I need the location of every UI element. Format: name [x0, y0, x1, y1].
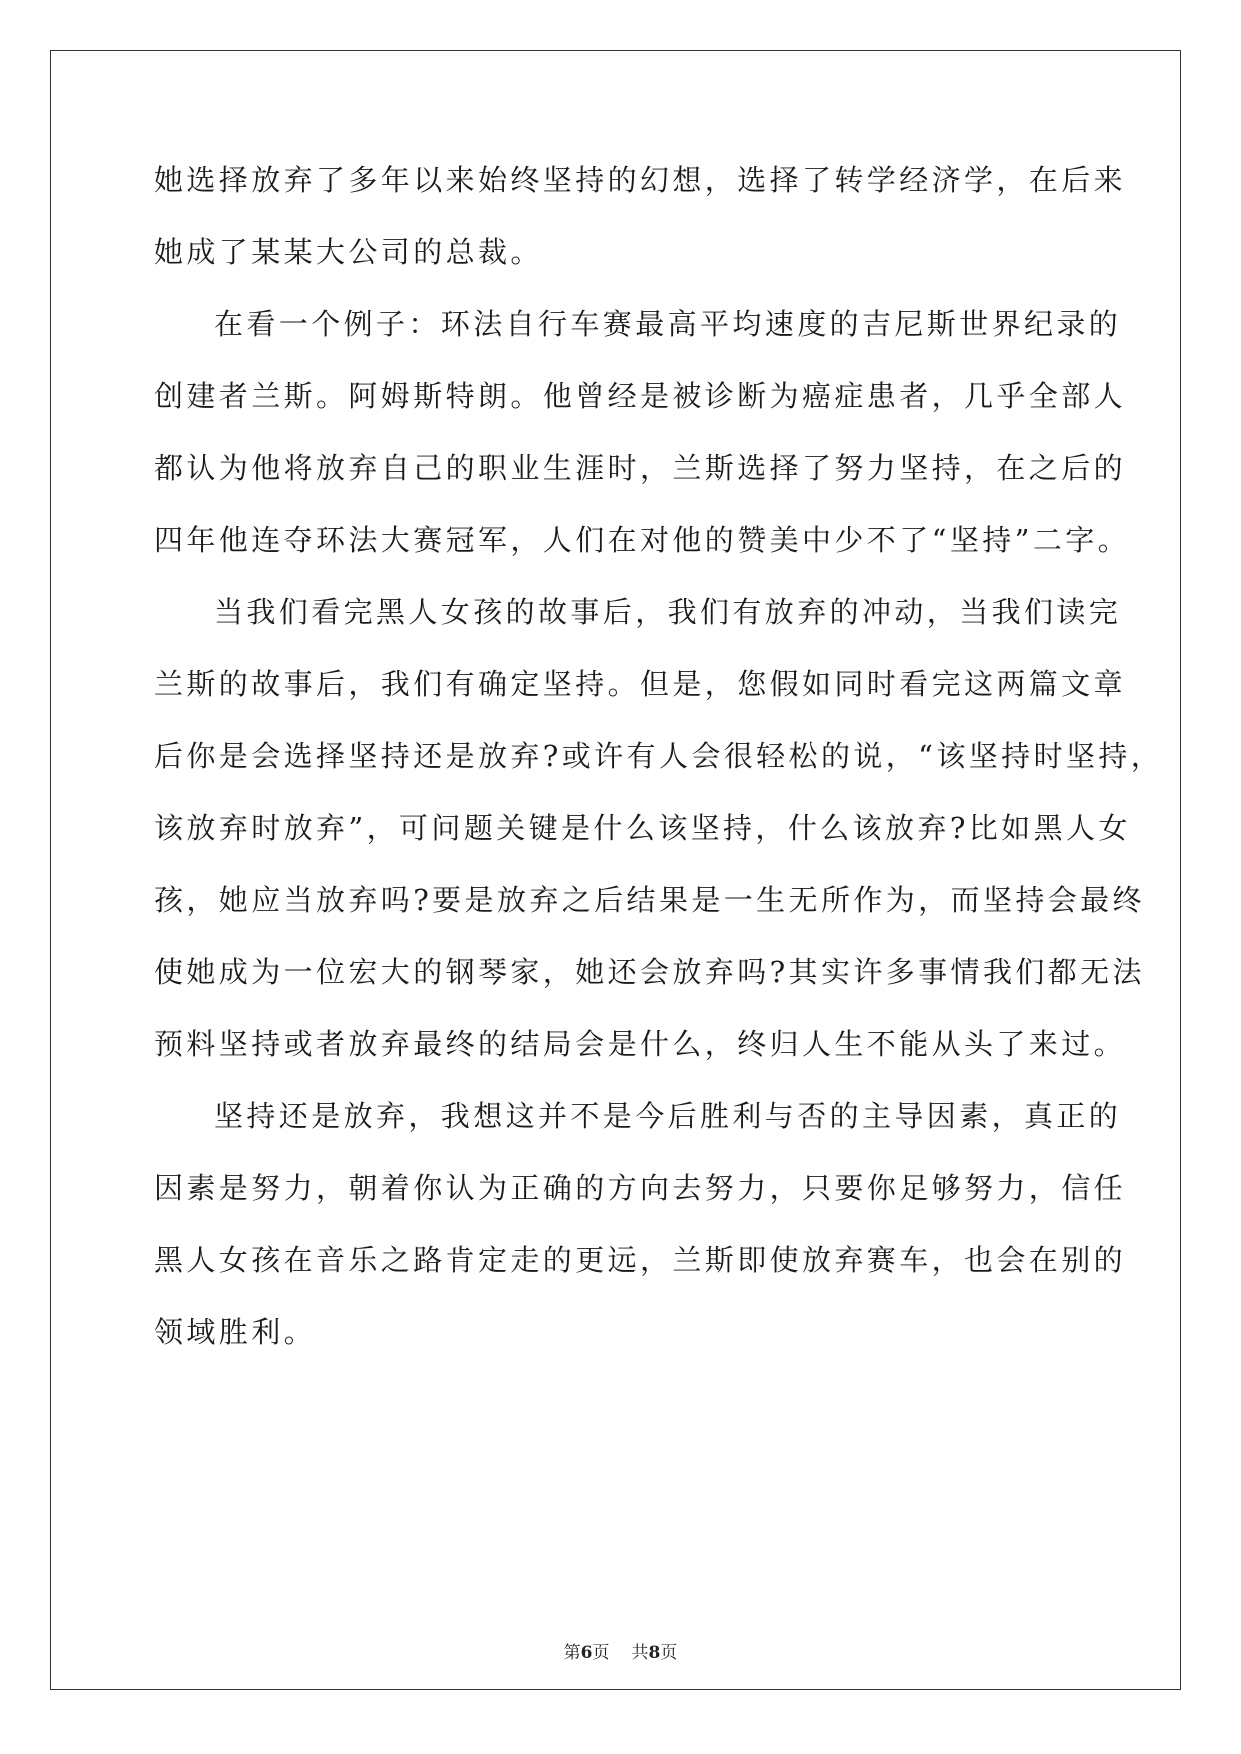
- paragraph-line: 领域胜利。: [154, 1315, 317, 1349]
- paragraph-line: 兰斯的故事后，我们有确定坚持。但是，您假如同时看完这两篇文章: [154, 667, 1127, 701]
- page-label-prefix: 第: [563, 1643, 581, 1663]
- page-footer: [0, 1638, 1241, 1663]
- paragraph-line: 该放弃时放弃”，可问题关键是什么该坚持，什么该放弃?比如黑人女: [154, 811, 1131, 845]
- paragraph-line: 黑人女孩在音乐之路肯定走的更远，兰斯即使放弃赛车，也会在别的: [154, 1243, 1127, 1277]
- paragraph-line: 四年他连夺环法大赛冠军，人们在对他的赞美中少不了“坚持”二字。: [154, 523, 1131, 557]
- paragraph-line: 坚持还是放弃，我想这并不是今后胜利与否的主导因素，真正的: [214, 1099, 1122, 1133]
- page-number: 6: [580, 1643, 593, 1663]
- paragraph-line: 因素是努力，朝着你认为正确的方向去努力，只要你足够努力，信任: [154, 1171, 1127, 1205]
- total-label-suffix: 页: [660, 1643, 678, 1663]
- page-border: [50, 50, 1181, 1690]
- paragraph-line: 创建者兰斯。阿姆斯特朗。他曾经是被诊断为癌症患者，几乎全部人: [154, 379, 1127, 413]
- paragraph-line: 都认为他将放弃自己的职业生涯时，兰斯选择了努力坚持，在之后的: [154, 451, 1127, 485]
- paragraph-line: 当我们看完黑人女孩的故事后，我们有放弃的冲动，当我们读完: [214, 595, 1122, 629]
- paragraph-line: 她成了某某大公司的总裁。: [154, 235, 543, 269]
- total-label-prefix: 共: [631, 1643, 649, 1663]
- paragraph-line: 在看一个例子：环法自行车赛最高平均速度的吉尼斯世界纪录的: [214, 307, 1122, 341]
- paragraph-line: 预料坚持或者放弃最终的结局会是什么，终归人生不能从头了来过。: [154, 1027, 1127, 1061]
- paragraph-line: 孩，她应当放弃吗?要是放弃之后结果是一生无所作为，而坚持会最终: [154, 883, 1145, 917]
- page-total: 8: [648, 1643, 661, 1663]
- paragraph-line: 她选择放弃了多年以来始终坚持的幻想，选择了转学经济学，在后来: [154, 163, 1127, 197]
- paragraph-line: 使她成为一位宏大的钢琴家，她还会放弃吗?其实许多事情我们都无法: [154, 955, 1145, 989]
- page-label-suffix: 页: [592, 1643, 610, 1663]
- paragraph-line: 后你是会选择坚持还是放弃?或许有人会很轻松的说，“该坚持时坚持，: [154, 739, 1164, 773]
